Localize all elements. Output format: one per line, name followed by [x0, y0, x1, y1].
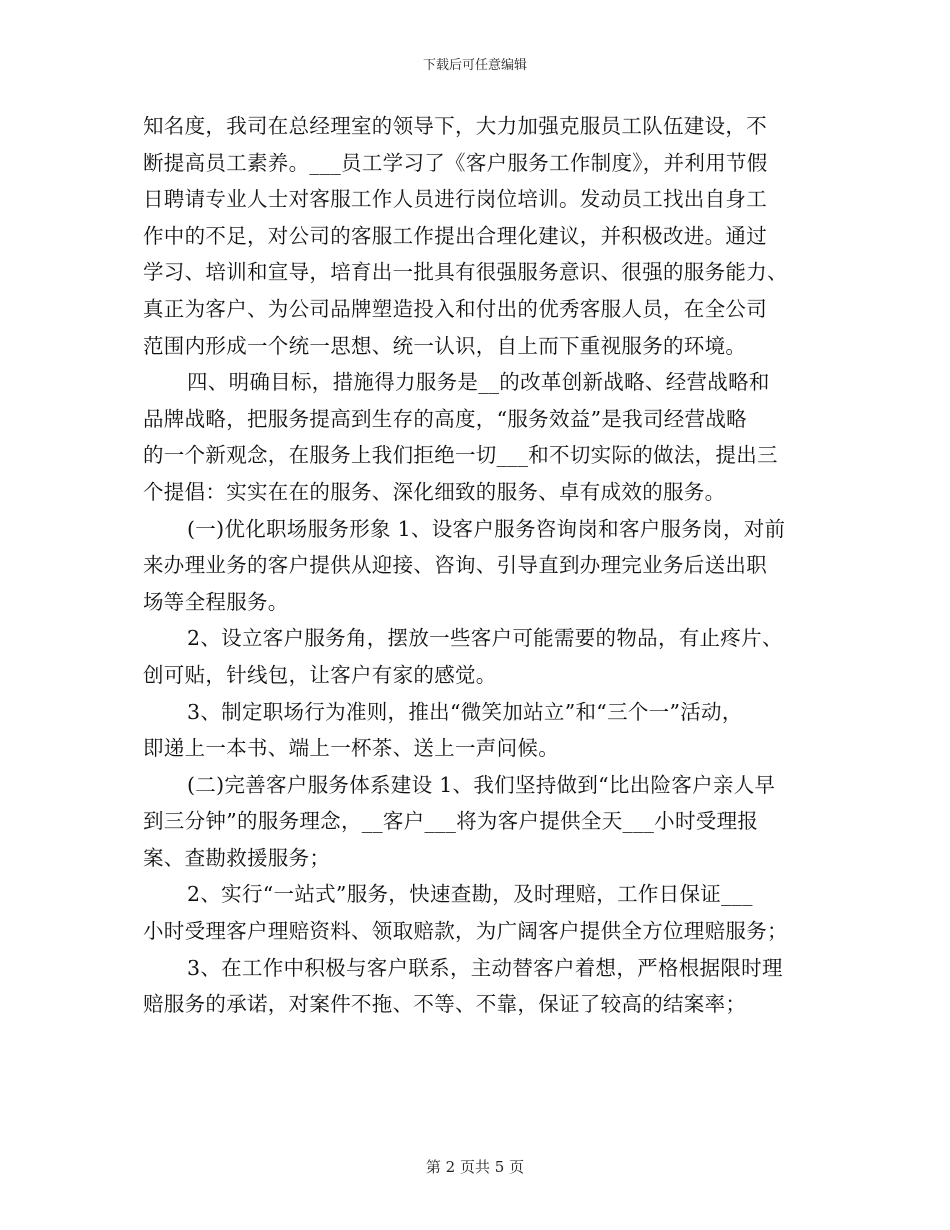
body-line: 作中的不足，对公司的客服工作提出合理化建议，并积极改进。通过 — [143, 223, 767, 248]
document-body — [143, 108, 811, 1023]
body-line: 品牌战略，把服务提高到生存的高度，“服务效益”是我司经营战略 — [143, 406, 747, 431]
body-line: (一)优化职场服务形象 1、设客户服务咨询岗和客户服务岗，对前 — [187, 516, 786, 541]
body-line: (二)完善客户服务体系建设 1、我们坚持做到“比出险客户亲人早 — [187, 772, 776, 797]
body-line: 的一个新观念，在服务上我们拒绝一切___和不切实际的做法，提出三 — [143, 443, 778, 468]
body-line: 小时受理客户理赔资料、领取赔款，为广阔客户提供全方位理赔服务； — [143, 919, 788, 944]
body-line: 学习、培训和宣导，培育出一批具有很强服务意识、很强的服务能力、 — [143, 260, 788, 285]
body-line: 场等全程服务。 — [143, 589, 289, 614]
body-line: 到三分钟”的服务理念，__客户___将为客户提供全天___小时受理报 — [143, 809, 759, 834]
body-line: 即递上一本书、端上一杯茶、送上一声问候。 — [143, 736, 559, 761]
body-line: 2、设立客户服务角，摆放一些客户可能需要的物品，有止疼片、 — [187, 626, 783, 651]
body-line: 赔服务的承诺，对案件不拖、不等、不靠，保证了较高的结案率； — [143, 992, 747, 1017]
body-line: 创可贴，针线包，让客户有家的感觉。 — [143, 662, 497, 687]
body-line: 日聘请专业人士对客服工作人员进行岗位培训。发动员工找出自身工 — [143, 187, 767, 212]
body-line: 真正为客户、为公司品牌塑造投入和付出的优秀客服人员，在全公司 — [143, 296, 767, 321]
body-line: 来办理业务的客户提供从迎接、咨询、引导直到办理完业务后送出职 — [143, 553, 767, 578]
body-line: 四、明确目标，措施得力服务是__的改革创新战略、经营战略和 — [187, 370, 770, 395]
page-header: 下载后可任意编辑 — [422, 58, 527, 73]
body-line: 2、实行“一站式”服务，快速查勘，及时理赔，工作日保证___ — [187, 882, 753, 907]
page-footer: 第 2 页共 5 页 — [425, 1158, 525, 1176]
body-line: 3、在工作中积极与客户联系，主动替客户着想，严格根据限时理 — [187, 955, 783, 980]
body-line: 范围内形成一个统一思想、统一认识，自上而下重视服务的环境。 — [143, 333, 747, 358]
body-line: 断提高员工素养。___员工学习了《客户服务工作制度》，并利用节假 — [143, 150, 768, 175]
body-line: 3、制定职场行为准则，推出“微笑加站立”和“三个一”活动， — [187, 699, 743, 724]
body-line: 案、查勘救援服务； — [143, 845, 331, 870]
body-line: 个提倡：实实在在的服务、深化细致的服务、卓有成效的服务。 — [143, 479, 726, 504]
body-line: 知名度，我司在总经理室的领导下，大力加强克服员工队伍建设，不 — [143, 114, 767, 138]
